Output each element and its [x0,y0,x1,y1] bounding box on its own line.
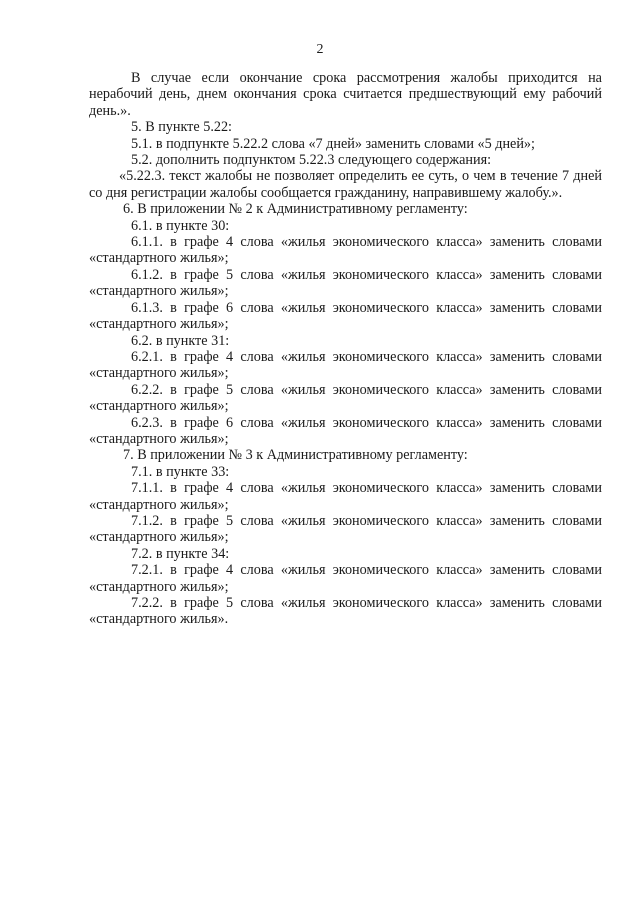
paragraph: 7.1.1. в графе 4 слова «жилья экономического класса» заменить словами «стандартного жилья»; [89,480,602,513]
paragraph: 6.2.3. в графе 6 слова «жилья экономического класса» заменить словами «стандартного жилья»; [89,414,602,447]
paragraph: 6.2. в пункте 31: [131,332,230,349]
paragraph: 7.2.1. в графе 4 слова «жилья экономического класса» заменить словами «стандартного жилья»; [89,562,602,595]
paragraph: 5.1. в подпункте 5.22.2 слова «7 дней» заменить словами «5 дней»; [131,135,535,152]
paragraph: 6.1.3. в графе 6 слова «жилья экономического класса» заменить словами «стандартного жилья»; [89,299,602,333]
paragraph: 6.1.1. в графе 4 слова «жилья экономического класса» заменить словами «стандартного жилья»; [89,234,602,267]
paragraph: 6. В приложении № 2 к Административному регламенту: [123,201,468,218]
page-number: 2 [316,42,324,57]
paragraph: «5.22.3. текст жалобы не позволяет определить ее суть, о чем в течение 7 дней со дня регистрации жалобы сообщается гражданину, направившему жалобу.». [89,168,602,201]
paragraph: 7.2. в пункте 34: [131,545,230,562]
paragraph: 6.1.2. в графе 5 слова «жилья экономического класса» заменить словами «стандартного жилья»; [89,266,602,300]
paragraph: 7.1. в пункте 33: [131,463,230,480]
paragraph: 5.2. дополнить подпунктом 5.22.3 следующего содержания: [131,152,492,169]
paragraph: В случае если окончание срока рассмотрения жалобы приходится на нерабочий день, днем окончания срока считается предшествующий ему рабочий день.». [89,70,602,119]
paragraph: 5. В пункте 5.22: [131,119,232,136]
paragraph: 6.2.2. в графе 5 слова «жилья экономического класса» заменить словами «стандартного жилья»; [89,381,602,415]
paragraph: 7. В приложении № 3 к Административному регламенту: [123,447,468,464]
paragraph: 6.2.1. в графе 4 слова «жилья экономического класса» заменить словами «стандартного жилья»; [89,348,602,382]
document-body [89,70,602,628]
paragraph: 7.2.2. в графе 5 слова «жилья экономического класса» заменить словами «стандартного жилья». [89,595,602,628]
paragraph: 7.1.2. в графе 5 слова «жилья экономического класса» заменить словами «стандартного жилья»; [89,512,602,546]
paragraph: 6.1. в пункте 30: [131,217,230,234]
